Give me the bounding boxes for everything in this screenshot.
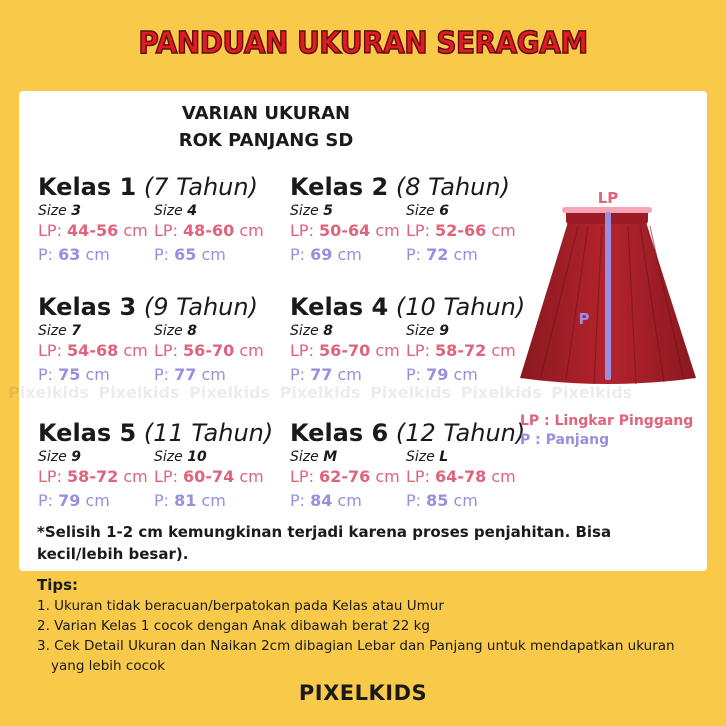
size-column <box>406 449 516 513</box>
p-value: 77 <box>174 365 197 384</box>
kelas-name: Kelas 1 <box>38 173 137 201</box>
tip-item: 1. Ukuran tidak beracuan/berpatokan pada Kelas atau Umur <box>37 598 444 614</box>
lp-value: 50-64 <box>319 221 371 240</box>
kelas-age: (12 Tahun) <box>395 419 526 447</box>
lp-prefix: LP: <box>38 467 62 486</box>
lp-unit: cm <box>239 221 264 240</box>
skirt-illustration <box>518 190 698 395</box>
size-prefix: Size <box>154 323 183 339</box>
p-value: 84 <box>310 491 333 510</box>
kelas-age: (9 Tahun) <box>143 293 258 321</box>
size-column <box>38 449 148 513</box>
chart-subtitle <box>132 100 400 154</box>
kelas-heading <box>290 173 510 201</box>
p-row <box>38 489 148 513</box>
lp-unit: cm <box>491 221 516 240</box>
p-unit: cm <box>201 245 226 264</box>
size-value: M <box>323 449 338 465</box>
size-column <box>154 449 264 513</box>
size-label <box>290 449 400 465</box>
kelas-heading <box>38 173 258 201</box>
p-unit: cm <box>85 365 110 384</box>
size-column <box>38 323 148 387</box>
lp-value: 56-70 <box>319 341 371 360</box>
kelas-age: (8 Tahun) <box>395 173 510 201</box>
lp-unit: cm <box>375 341 400 360</box>
size-column <box>406 203 516 267</box>
size-label <box>406 449 516 465</box>
size-label <box>154 449 264 465</box>
size-prefix: Size <box>290 203 319 219</box>
p-row <box>38 243 148 267</box>
lp-value: 48-60 <box>183 221 235 240</box>
lp-unit: cm <box>123 341 148 360</box>
p-row <box>154 363 264 387</box>
size-label <box>38 323 148 339</box>
p-value: 72 <box>426 245 449 264</box>
p-unit: cm <box>337 491 362 510</box>
lp-row <box>290 219 400 243</box>
p-prefix: P: <box>38 491 54 510</box>
lp-value: 54-68 <box>67 341 119 360</box>
lp-prefix: LP: <box>290 341 314 360</box>
brand-name: PIXELKIDS <box>298 681 428 705</box>
size-column <box>290 203 400 267</box>
size-value: 9 <box>439 323 449 339</box>
size-value: 5 <box>323 203 333 219</box>
lp-value: 64-78 <box>435 467 487 486</box>
kelas-heading <box>38 419 273 447</box>
lp-prefix: LP: <box>154 341 178 360</box>
p-unit: cm <box>453 491 478 510</box>
subtitle-line-2: ROK PANJANG SD <box>178 130 354 151</box>
tips-heading: Tips: <box>37 576 79 594</box>
p-prefix: P: <box>38 365 54 384</box>
kelas-age: (11 Tahun) <box>143 419 274 447</box>
kelas-heading <box>290 293 525 321</box>
lp-prefix: LP: <box>38 341 62 360</box>
kelas-heading <box>290 419 525 447</box>
size-value: 6 <box>439 203 449 219</box>
p-value: 81 <box>174 491 197 510</box>
p-value: 63 <box>58 245 81 264</box>
size-value: 3 <box>71 203 81 219</box>
p-value: 75 <box>58 365 81 384</box>
measurement-legend <box>520 412 693 450</box>
lp-value: 52-66 <box>435 221 487 240</box>
size-column <box>406 323 516 387</box>
size-column <box>38 203 148 267</box>
p-unit: cm <box>201 491 226 510</box>
p-row <box>154 243 264 267</box>
size-prefix: Size <box>38 203 67 219</box>
p-row <box>38 363 148 387</box>
size-prefix: Size <box>154 449 183 465</box>
lp-value: 62-76 <box>319 467 371 486</box>
size-column <box>290 449 400 513</box>
kelas-2-group <box>290 173 516 264</box>
p-unit: cm <box>453 245 478 264</box>
size-column <box>290 323 400 387</box>
lp-row <box>154 465 264 489</box>
lp-prefix: LP: <box>406 221 430 240</box>
p-row <box>406 363 516 387</box>
size-value: L <box>439 449 449 465</box>
p-prefix: P: <box>154 491 170 510</box>
size-label <box>406 203 516 219</box>
subtitle-line-1: VARIAN UKURAN <box>181 103 351 124</box>
kelas-3-group <box>38 293 264 384</box>
size-label <box>290 203 400 219</box>
p-prefix: P: <box>290 245 306 264</box>
lp-row <box>290 465 400 489</box>
lp-row <box>406 219 516 243</box>
lp-prefix: LP: <box>154 467 178 486</box>
p-prefix: P: <box>290 491 306 510</box>
kelas-name: Kelas 4 <box>290 293 389 321</box>
tip-item: 3. Cek Detail Ukuran dan Naikan 2cm dibagian Lebar dan Panjang untuk mendapatkan ukuran yang lebih cocok <box>37 638 675 674</box>
size-prefix: Size <box>290 449 319 465</box>
size-prefix: Size <box>406 449 435 465</box>
lp-value: 56-70 <box>183 341 235 360</box>
size-value: 7 <box>71 323 81 339</box>
lp-row <box>38 465 148 489</box>
p-row <box>406 489 516 513</box>
lp-value: 60-74 <box>183 467 235 486</box>
lp-unit: cm <box>491 467 516 486</box>
p-unit: cm <box>453 365 478 384</box>
size-prefix: Size <box>154 203 183 219</box>
size-prefix: Size <box>406 323 435 339</box>
page-title: PANDUAN UKURAN SERAGAM <box>138 26 588 61</box>
p-prefix: P: <box>290 365 306 384</box>
tips-list <box>37 596 697 676</box>
lp-value: 44-56 <box>67 221 119 240</box>
lp-row <box>290 339 400 363</box>
lp-unit: cm <box>123 467 148 486</box>
size-label <box>38 203 148 219</box>
kelas-4-group <box>290 293 526 384</box>
tolerance-note: *Selisih 1-2 cm kemungkinan terjadi karena proses penjahitan. Bisa kecil/lebih besar). <box>37 523 612 563</box>
p-value: 79 <box>426 365 449 384</box>
kelas-name: Kelas 3 <box>38 293 137 321</box>
lp-marker-label: LP <box>597 190 619 207</box>
kelas-name: Kelas 5 <box>38 419 137 447</box>
lp-row <box>154 219 264 243</box>
lp-unit: cm <box>375 467 400 486</box>
size-value: 4 <box>187 203 197 219</box>
lp-prefix: LP: <box>406 467 430 486</box>
p-unit: cm <box>201 365 226 384</box>
lp-row <box>406 339 516 363</box>
size-prefix: Size <box>38 449 67 465</box>
kelas-5-group <box>38 419 274 510</box>
size-prefix: Size <box>290 323 319 339</box>
p-prefix: P: <box>406 365 422 384</box>
p-value: 69 <box>310 245 333 264</box>
size-label <box>290 323 400 339</box>
p-prefix: P: <box>406 491 422 510</box>
lp-unit: cm <box>375 221 400 240</box>
p-unit: cm <box>85 245 110 264</box>
size-prefix: Size <box>406 203 435 219</box>
p-value: 65 <box>174 245 197 264</box>
size-value: 8 <box>323 323 333 339</box>
size-label <box>154 323 264 339</box>
watermark: Pixelkids Pixelkids Pixelkids Pixelkids Pixelkids Pixelkids Pixelkids <box>8 383 633 402</box>
lp-row <box>38 219 148 243</box>
p-row <box>406 243 516 267</box>
p-value: 79 <box>58 491 81 510</box>
size-column <box>154 323 264 387</box>
size-prefix: Size <box>38 323 67 339</box>
size-label <box>38 449 148 465</box>
legend-p: P : Panjang <box>520 432 610 448</box>
p-row <box>290 489 400 513</box>
size-value: 10 <box>187 449 207 465</box>
p-prefix: P: <box>154 365 170 384</box>
p-prefix: P: <box>38 245 54 264</box>
lp-value: 58-72 <box>67 467 119 486</box>
p-marker-label: P <box>578 310 590 328</box>
size-column <box>154 203 264 267</box>
size-value: 8 <box>187 323 197 339</box>
lp-unit: cm <box>123 221 148 240</box>
size-label <box>406 323 516 339</box>
lp-prefix: LP: <box>38 221 62 240</box>
lp-row <box>406 465 516 489</box>
p-prefix: P: <box>154 245 170 264</box>
p-unit: cm <box>337 245 362 264</box>
lp-prefix: LP: <box>406 341 430 360</box>
kelas-name: Kelas 6 <box>290 419 389 447</box>
kelas-name: Kelas 2 <box>290 173 389 201</box>
size-value: 9 <box>71 449 81 465</box>
kelas-age: (10 Tahun) <box>395 293 526 321</box>
size-label <box>154 203 264 219</box>
lp-prefix: LP: <box>290 467 314 486</box>
kelas-6-group <box>290 419 526 510</box>
p-unit: cm <box>85 491 110 510</box>
p-unit: cm <box>337 365 362 384</box>
p-value: 77 <box>310 365 333 384</box>
lp-prefix: LP: <box>290 221 314 240</box>
p-prefix: P: <box>406 245 422 264</box>
lp-unit: cm <box>491 341 516 360</box>
p-row <box>154 489 264 513</box>
p-value: 85 <box>426 491 449 510</box>
p-row <box>290 363 400 387</box>
tip-item: 2. Varian Kelas 1 cocok dengan Anak dibawah berat 22 kg <box>37 618 430 634</box>
kelas-age: (7 Tahun) <box>143 173 258 201</box>
legend-lp: LP : Lingkar Pinggang <box>520 413 694 429</box>
p-row <box>290 243 400 267</box>
kelas-1-group <box>38 173 264 264</box>
lp-row <box>154 339 264 363</box>
kelas-heading <box>38 293 258 321</box>
lp-unit: cm <box>239 341 264 360</box>
lp-prefix: LP: <box>154 221 178 240</box>
lp-unit: cm <box>239 467 264 486</box>
lp-value: 58-72 <box>435 341 487 360</box>
p-measure-line <box>605 212 611 380</box>
lp-row <box>38 339 148 363</box>
